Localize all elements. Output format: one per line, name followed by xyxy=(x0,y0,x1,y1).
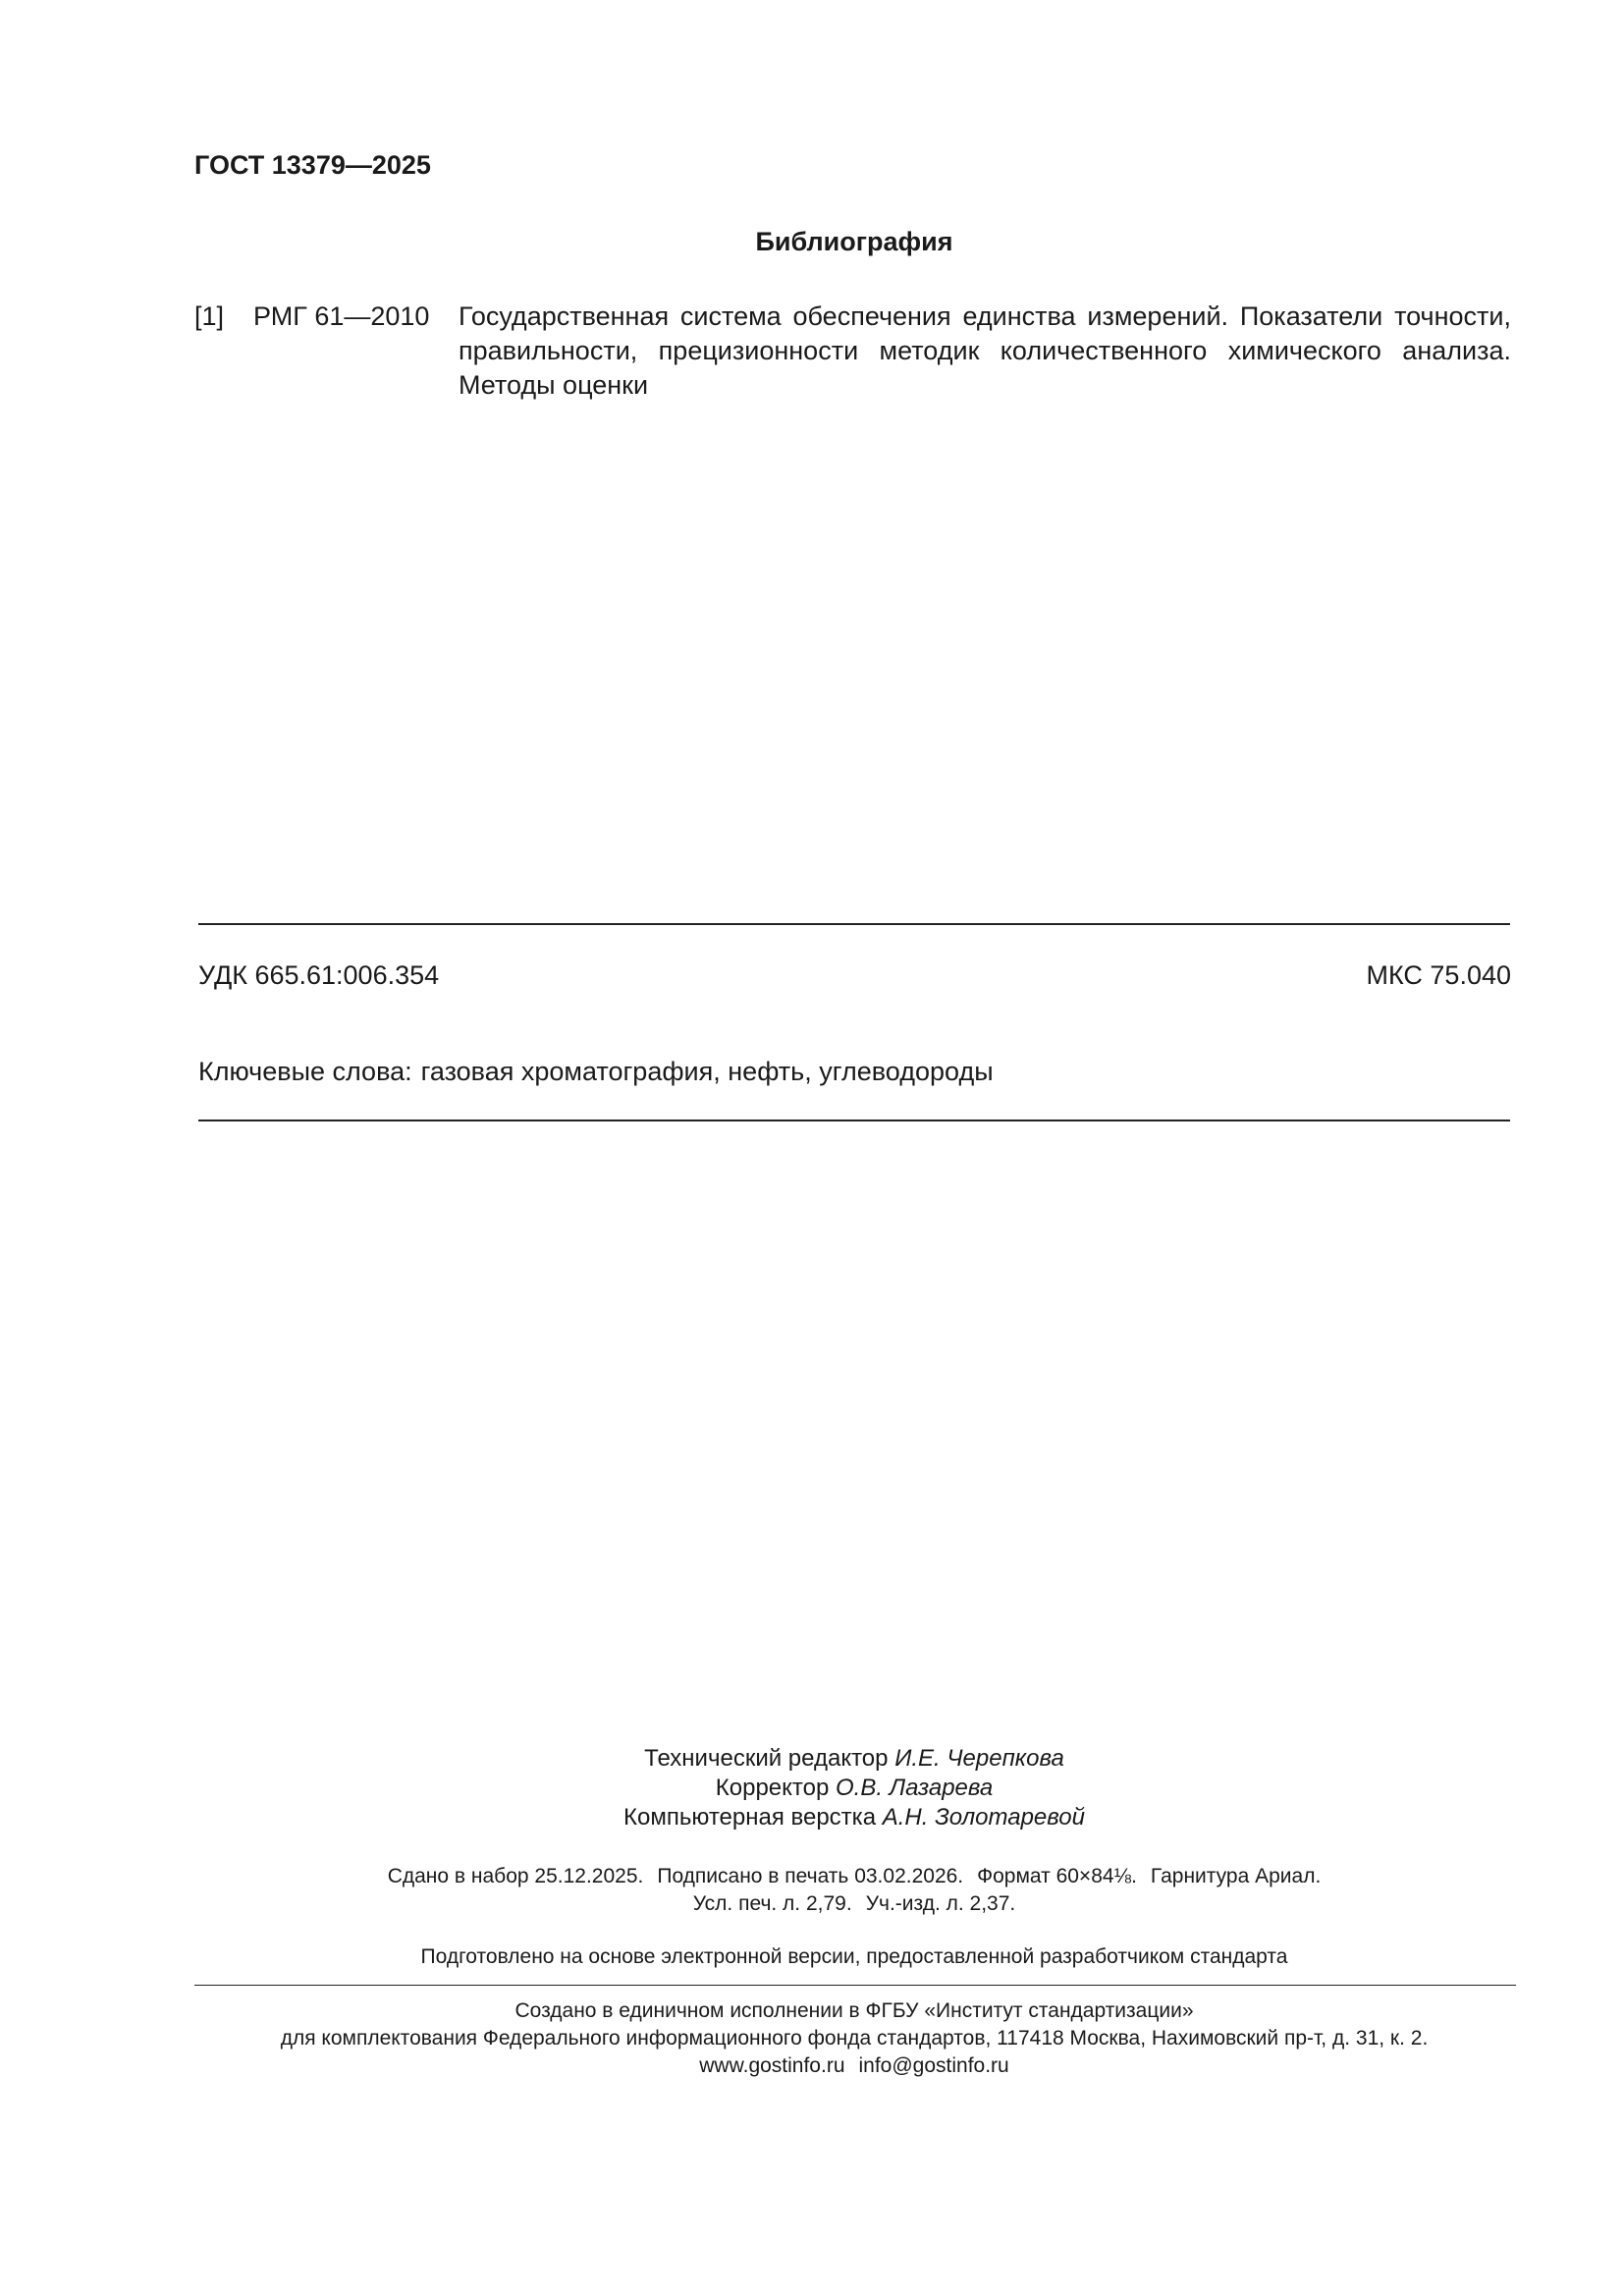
website-link[interactable]: www.gostinfo.ru xyxy=(699,2054,845,2077)
print-info-line-1 xyxy=(0,1863,1623,1890)
keywords-value: газовая хроматография, нефть, углеводороды xyxy=(420,1057,994,1086)
corrector-label: Корректор xyxy=(715,1775,830,1801)
corrector-name: О.В. Лазарева xyxy=(836,1775,994,1801)
divider-footer xyxy=(194,1985,1516,1986)
keywords-line xyxy=(198,1054,994,1089)
print-info-block xyxy=(0,1863,1623,1918)
created-line-2: для комплектования Федерального информационного фонда стандартов, 117418 Москва, Нахимовский пр-т, д. 31, к. 2. xyxy=(280,2027,1429,2050)
tech-editor-line xyxy=(0,1744,1623,1774)
tech-editor-label: Технический редактор xyxy=(644,1745,889,1772)
layout-name: А.Н. Золотаревой xyxy=(882,1804,1085,1831)
bibliography-entry-number: [1] xyxy=(194,301,225,331)
print-sheets: Усл. печ. л. 2,79. xyxy=(692,1892,852,1915)
created-line-1: Создано в единичном исполнении в ФГБУ «Институт стандартизации» xyxy=(514,1999,1194,2022)
typeset-date: Сдано в набор 25.12.2025. xyxy=(387,1865,644,1887)
keywords-label: Ключевые слова: xyxy=(198,1057,412,1086)
contacts-line xyxy=(0,2052,1623,2080)
print-format: Формат 60×84⅛. xyxy=(977,1865,1137,1887)
corrector-line xyxy=(0,1774,1623,1803)
typeface: Гарнитура Ариал. xyxy=(1150,1865,1322,1887)
publisher-block xyxy=(0,1997,1623,2080)
divider-top xyxy=(198,923,1510,925)
tech-editor-name: И.Е. Черепкова xyxy=(894,1745,1064,1772)
print-info-line-2 xyxy=(0,1890,1623,1918)
credits-block xyxy=(0,1744,1623,1832)
publisher-sheets: Уч.-изд. л. 2,37. xyxy=(865,1892,1016,1915)
email-link[interactable]: info@gostinfo.ru xyxy=(858,2054,1009,2077)
layout-line xyxy=(0,1803,1623,1832)
udk-code: УДК 665.61:006.354 xyxy=(198,960,440,990)
mks-code: МКС 75.040 xyxy=(1366,960,1511,990)
bibliography-title: Библиография xyxy=(755,227,953,256)
layout-label: Компьютерная верстка xyxy=(623,1804,877,1831)
bibliography-entry-text: Государственная система обеспечения единства измерений. Показатели точности, правильности, прецизионности методик количественного химического анализа. Методы оценки xyxy=(459,301,1511,400)
divider-keywords xyxy=(198,1120,1510,1121)
signed-date: Подписано в печать 03.02.2026. xyxy=(657,1865,964,1887)
document-code: ГОСТ 13379—2025 xyxy=(194,150,431,180)
bibliography-entry-code: РМГ 61—2010 xyxy=(253,301,430,331)
prepared-note: Подготовлено на основе электронной версии, предоставленной разработчиком стандарта xyxy=(420,1945,1288,1968)
